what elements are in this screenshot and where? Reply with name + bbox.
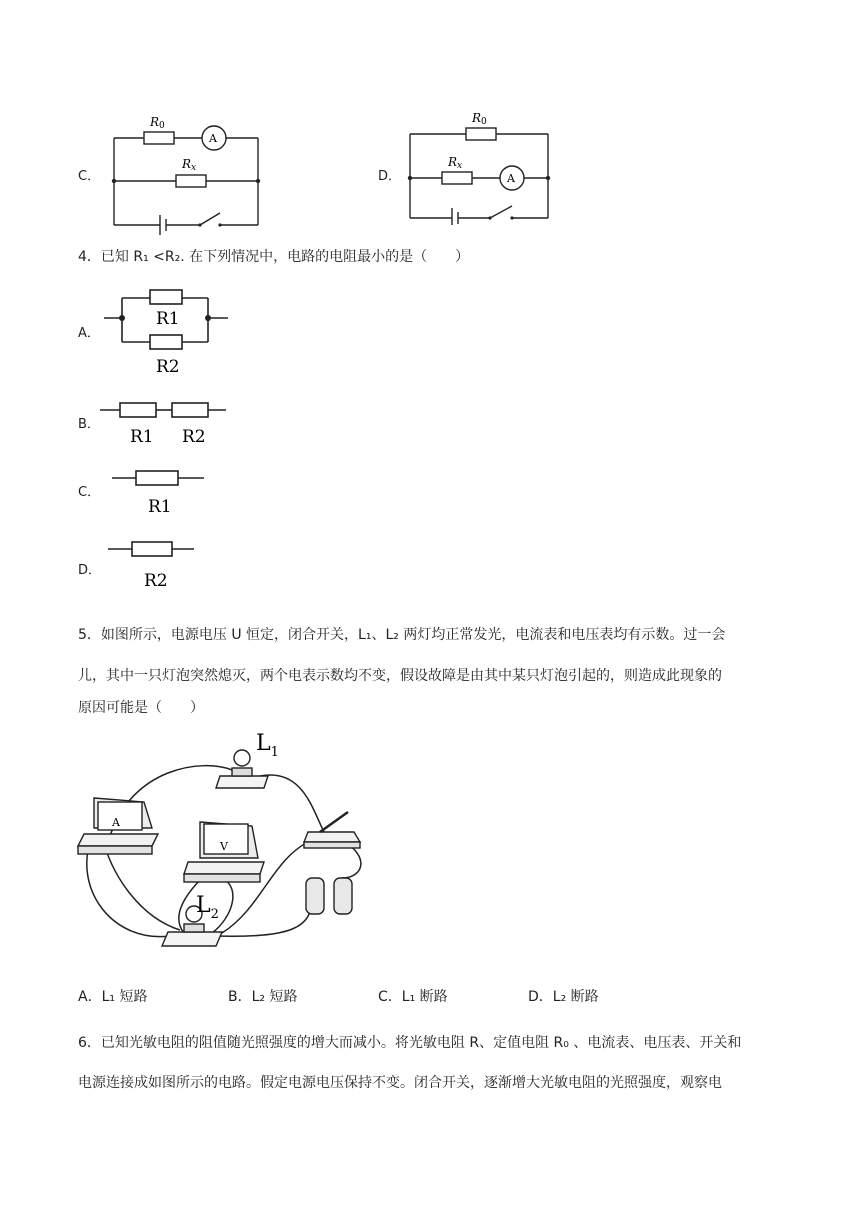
q6-line-2: 电源连接成如图所示的电路。假定电源电压保持不变。闭合开关，逐渐增大光敏电阻的光照强度，观察电 xyxy=(78,1075,722,1091)
q4b-r1-label: R1 xyxy=(130,427,154,447)
q3d-r0-label: R0 xyxy=(472,111,487,127)
q3-option-d-label: D． xyxy=(378,169,402,184)
q5-option-d: D．L₂ 断路 xyxy=(528,989,599,1005)
q6-line-1: 6．已知光敏电阻的阻值随光照强度的增大而减小。将光敏电阻 R、定值电阻 R₀ 、电流表、电压表、开关和 xyxy=(78,1035,742,1051)
q4-circuit-d xyxy=(108,536,208,594)
q5-circuit-figure xyxy=(72,728,382,968)
q5-fig-l1-label: $L_1$ xyxy=(256,731,279,760)
q3c-ammeter-label: A xyxy=(209,132,217,145)
q5-line-2: 儿，其中一只灯泡突然熄灭，两个电表示数均不变，假设故障是由其中某只灯泡引起的，则造成此现象的 xyxy=(78,668,722,684)
q4-circuit-b xyxy=(100,398,230,448)
q5-line-3: 原因可能是（ ） xyxy=(78,700,204,716)
q4a-r2-label: R2 xyxy=(156,357,180,377)
q4-stem: 4．已知 R₁ <R₂. 在下列情况中，电路的电阻最小的是（ ） xyxy=(78,249,470,265)
q5-fig-voltmeter-label: V xyxy=(220,840,228,853)
q4c-r1-label: R1 xyxy=(148,497,172,517)
q4-option-b-label: B． xyxy=(78,417,100,432)
q5-option-b: B．L₂ 短路 xyxy=(228,989,298,1005)
q4-circuit-c xyxy=(112,466,212,518)
q4-option-a-label: A． xyxy=(78,326,100,341)
q4-circuit-a xyxy=(104,280,234,380)
q3d-rx-label: Rx xyxy=(448,155,463,171)
q4b-r2-label: R2 xyxy=(182,427,206,447)
q3-circuit-d xyxy=(404,110,556,225)
q4-option-d-label: D． xyxy=(78,563,102,578)
q3-option-c-label: C． xyxy=(78,169,101,184)
q3-circuit-c xyxy=(108,110,268,235)
q5-fig-l2-label: $L_2$ xyxy=(196,893,219,922)
q5-fig-ammeter-label: A xyxy=(112,816,120,829)
q3d-ammeter-label: A xyxy=(507,172,515,185)
q4d-r2-label: R2 xyxy=(144,571,168,591)
q3c-rx-label: Rx xyxy=(182,157,197,173)
q4-option-c-label: C． xyxy=(78,485,101,500)
q5-line-1: 5．如图所示，电源电压 U 恒定，闭合开关，L₁、L₂ 两灯均正常发光，电流表和电压表均有示数。过一会 xyxy=(78,627,726,643)
q4a-r1-label: R1 xyxy=(156,309,180,329)
q5-option-a: A．L₁ 短路 xyxy=(78,989,148,1005)
q5-option-c: C．L₁ 断路 xyxy=(378,989,448,1005)
q3c-r0-label: R0 xyxy=(150,115,165,131)
